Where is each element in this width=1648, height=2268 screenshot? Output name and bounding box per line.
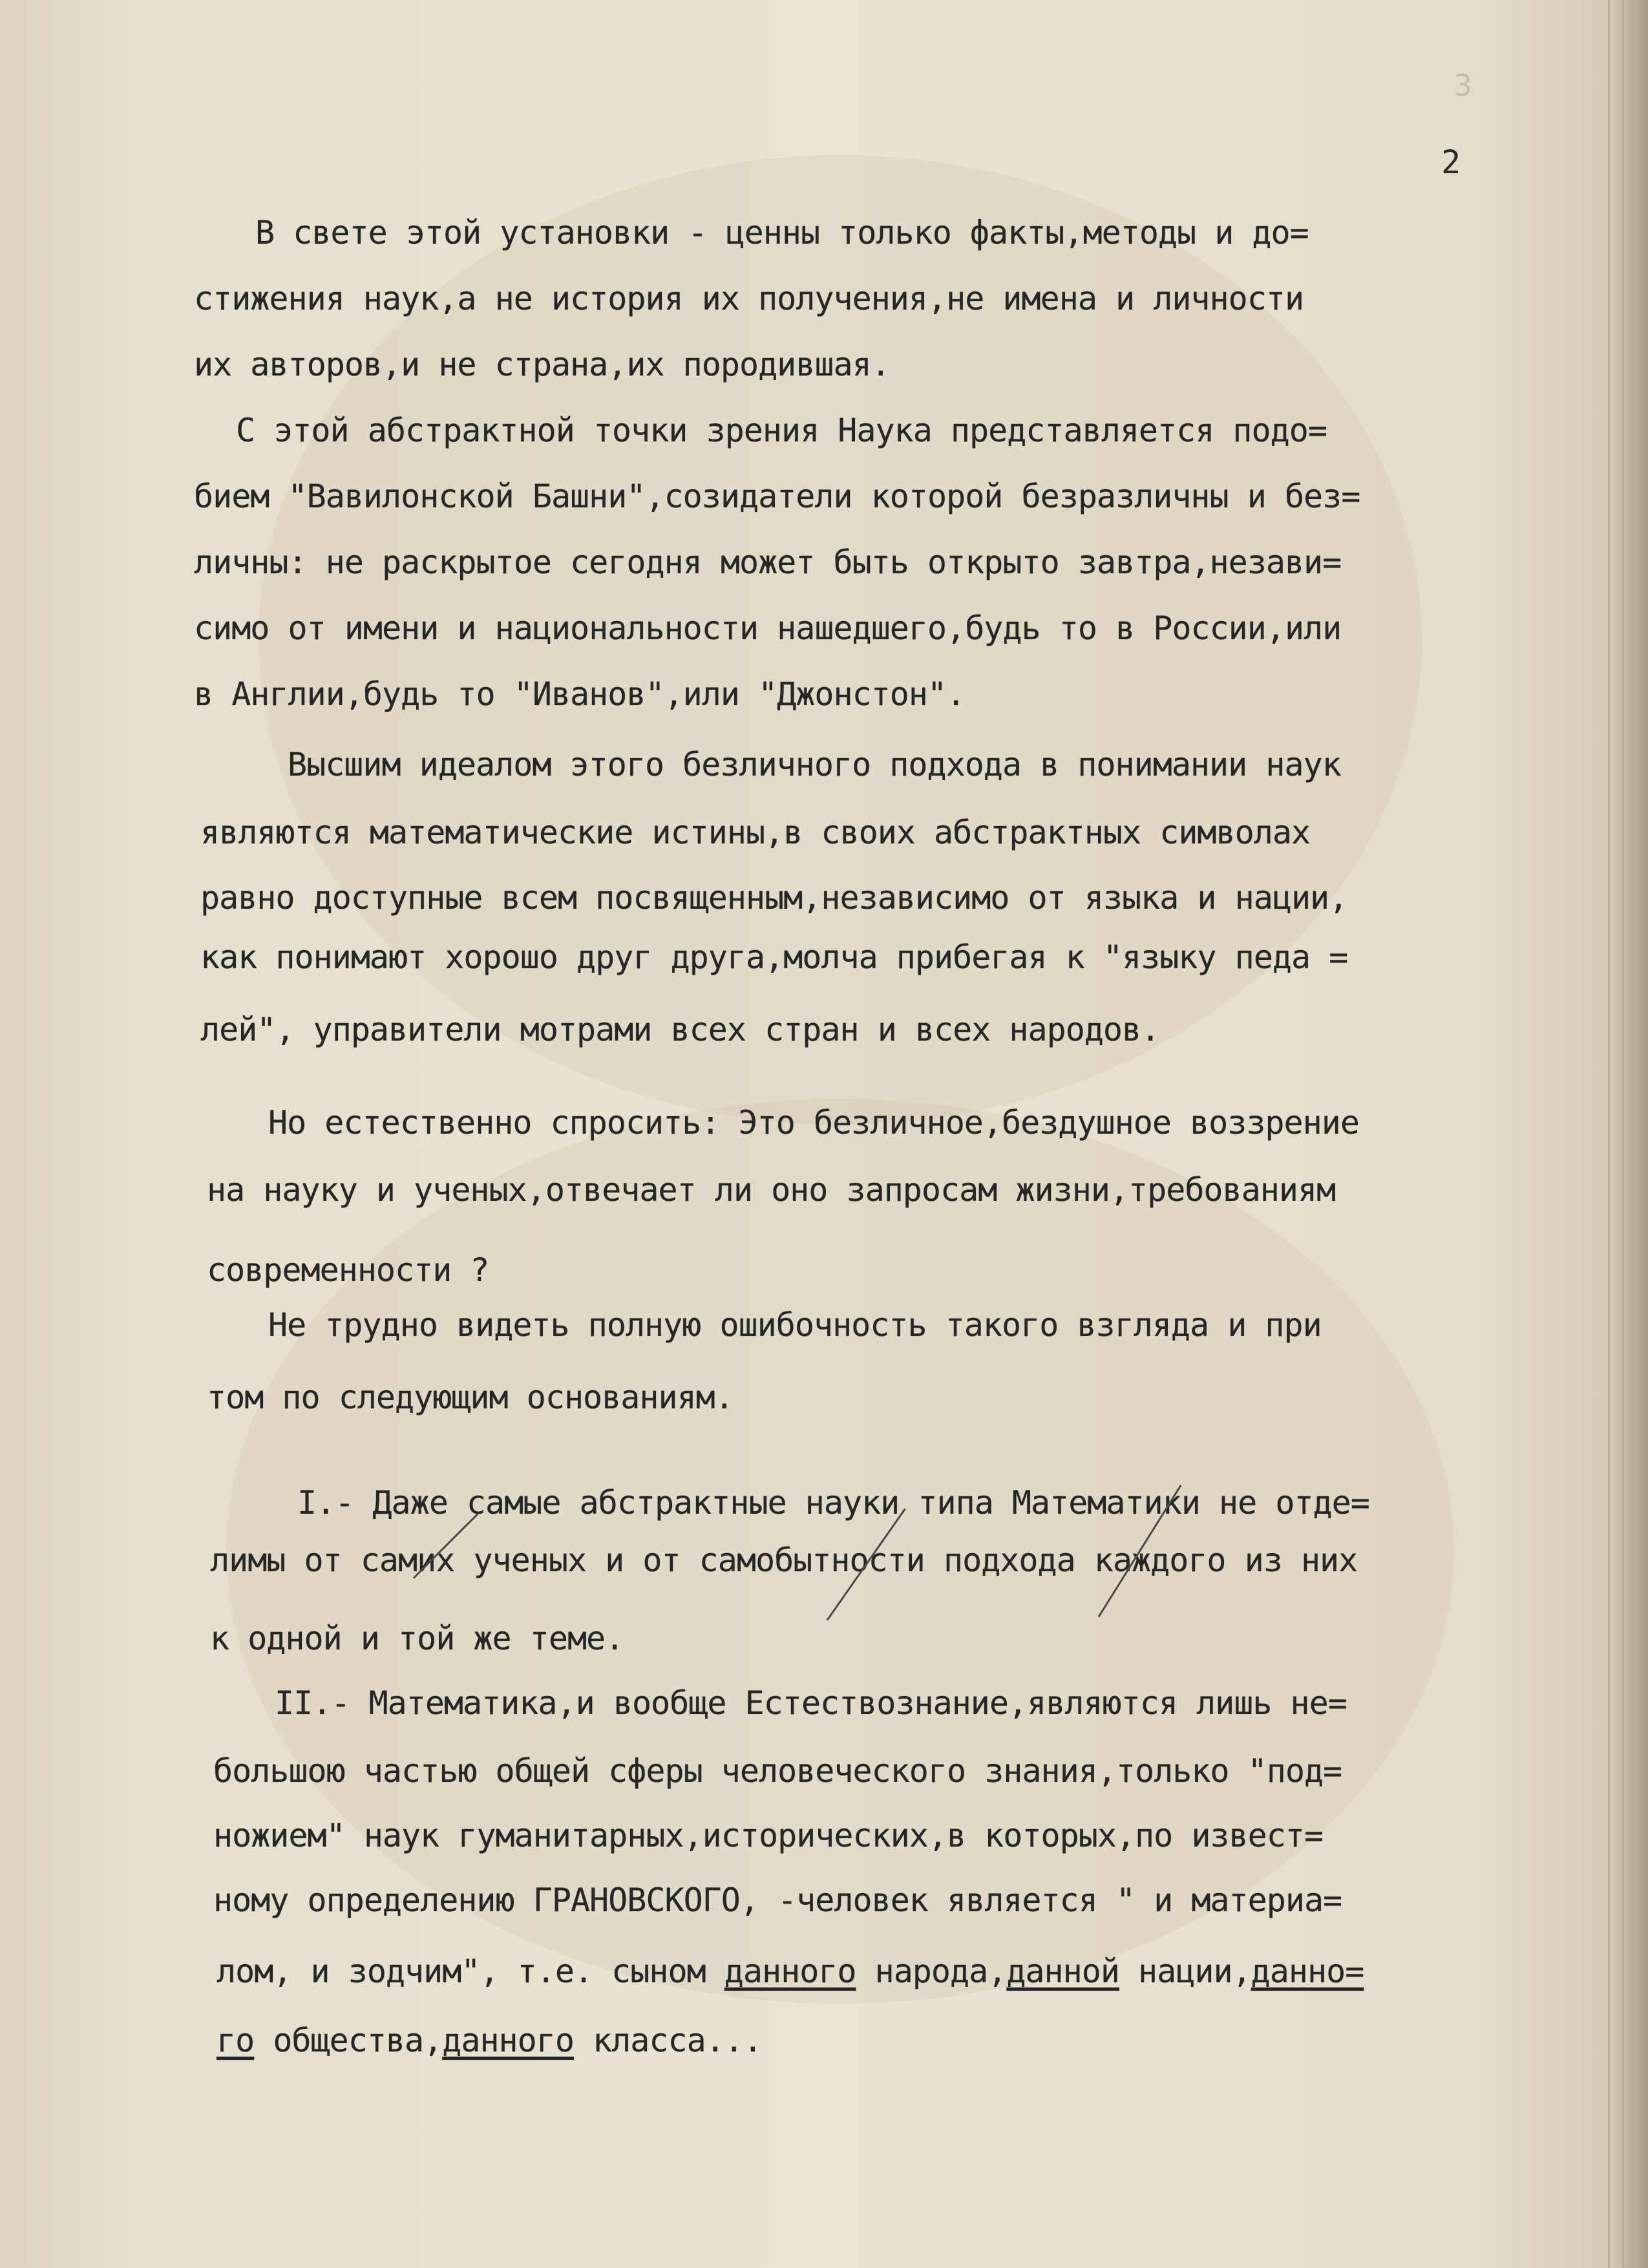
text-line: Но естественно спросить: Это безличное,бездушное воззрение: [268, 1104, 1359, 1141]
text-line: стижения наук,а не история их получения,не имена и личности: [194, 280, 1304, 317]
text-line: как понимают хорошо друг друга,молча прибегая к "языку педа =: [200, 938, 1348, 976]
text-line: В свете этой установки - ценны только факты,методы и до=: [255, 214, 1309, 251]
text-line: современности ?: [207, 1251, 489, 1289]
text-line: личны: не раскрытое сегодня может быть открыто завтра,незави=: [194, 544, 1342, 581]
text-line: II.- Математика,и вообще Естествознание,являются лишь не=: [275, 1684, 1347, 1722]
text-line: к одной и той же теме.: [210, 1620, 624, 1657]
text-line: большою частью общей сферы человеческого знания,только "под=: [213, 1752, 1342, 1790]
text-line: в Англии,будь то "Иванов",или "Джонстон".: [194, 675, 966, 713]
text-line: Высшим идеалом этого безличного подхода в понимании наук: [288, 746, 1341, 783]
text-line: их авторов,и не страна,их породившая.: [194, 346, 890, 383]
underlined-word: данного: [442, 2022, 574, 2059]
underlined-word: данно=: [1251, 1953, 1364, 1990]
text-line: на науку и ученых,отвечает ли оно запросам жизни,требованиям: [207, 1171, 1336, 1209]
text-line: I.- Даже самые абстрактные науки типа Математики не отде=: [297, 1484, 1369, 1521]
text-line: том по следующим основаниям.: [207, 1379, 734, 1416]
page-edge-line: [1622, 0, 1624, 2268]
text-line: С этой абстрактной точки зрения Наука представляется подо=: [236, 412, 1327, 449]
text-line: ножием" наук гуманитарных,исторических,в которых,по извест=: [213, 1817, 1324, 1854]
ghost-page-number: 3: [1454, 68, 1472, 103]
text-line: симо от имени и национальности нашедшего,будь то в России,или: [194, 609, 1342, 647]
page-edge-line: [1608, 0, 1610, 2268]
text-line: лей", управители мотрами всех стран и всех народов.: [200, 1011, 1160, 1048]
text-line: лом, и зодчим", т.е. сыном данного народа,данной нации,данно=: [217, 1953, 1364, 1990]
text-line: лимы от самих ученых и от самобытности подхода каждого из них: [210, 1542, 1358, 1579]
text-line: равно доступные всем посвященным,независимо от языка и нации,: [200, 879, 1348, 917]
text-line: ному определению ГРАНОВСКОГО, -человек является " и материа=: [213, 1881, 1342, 1919]
underlined-word: го: [217, 2022, 255, 2059]
text-line: го общества,данного класса...: [217, 2022, 762, 2059]
underlined-word: данной: [1006, 1953, 1119, 1990]
underlined-word: данного: [724, 1953, 856, 1990]
page-number: 2: [1441, 143, 1461, 181]
text-line: Не трудно видеть полную ошибочность такого взгляда и при: [268, 1306, 1322, 1344]
text-line: являются математические истины,в своих абстрактных символах: [200, 814, 1311, 851]
page-edge: [1609, 0, 1648, 2268]
text-line: бием "Вавилонской Башни",созидатели которой безразличны и без=: [194, 478, 1360, 515]
